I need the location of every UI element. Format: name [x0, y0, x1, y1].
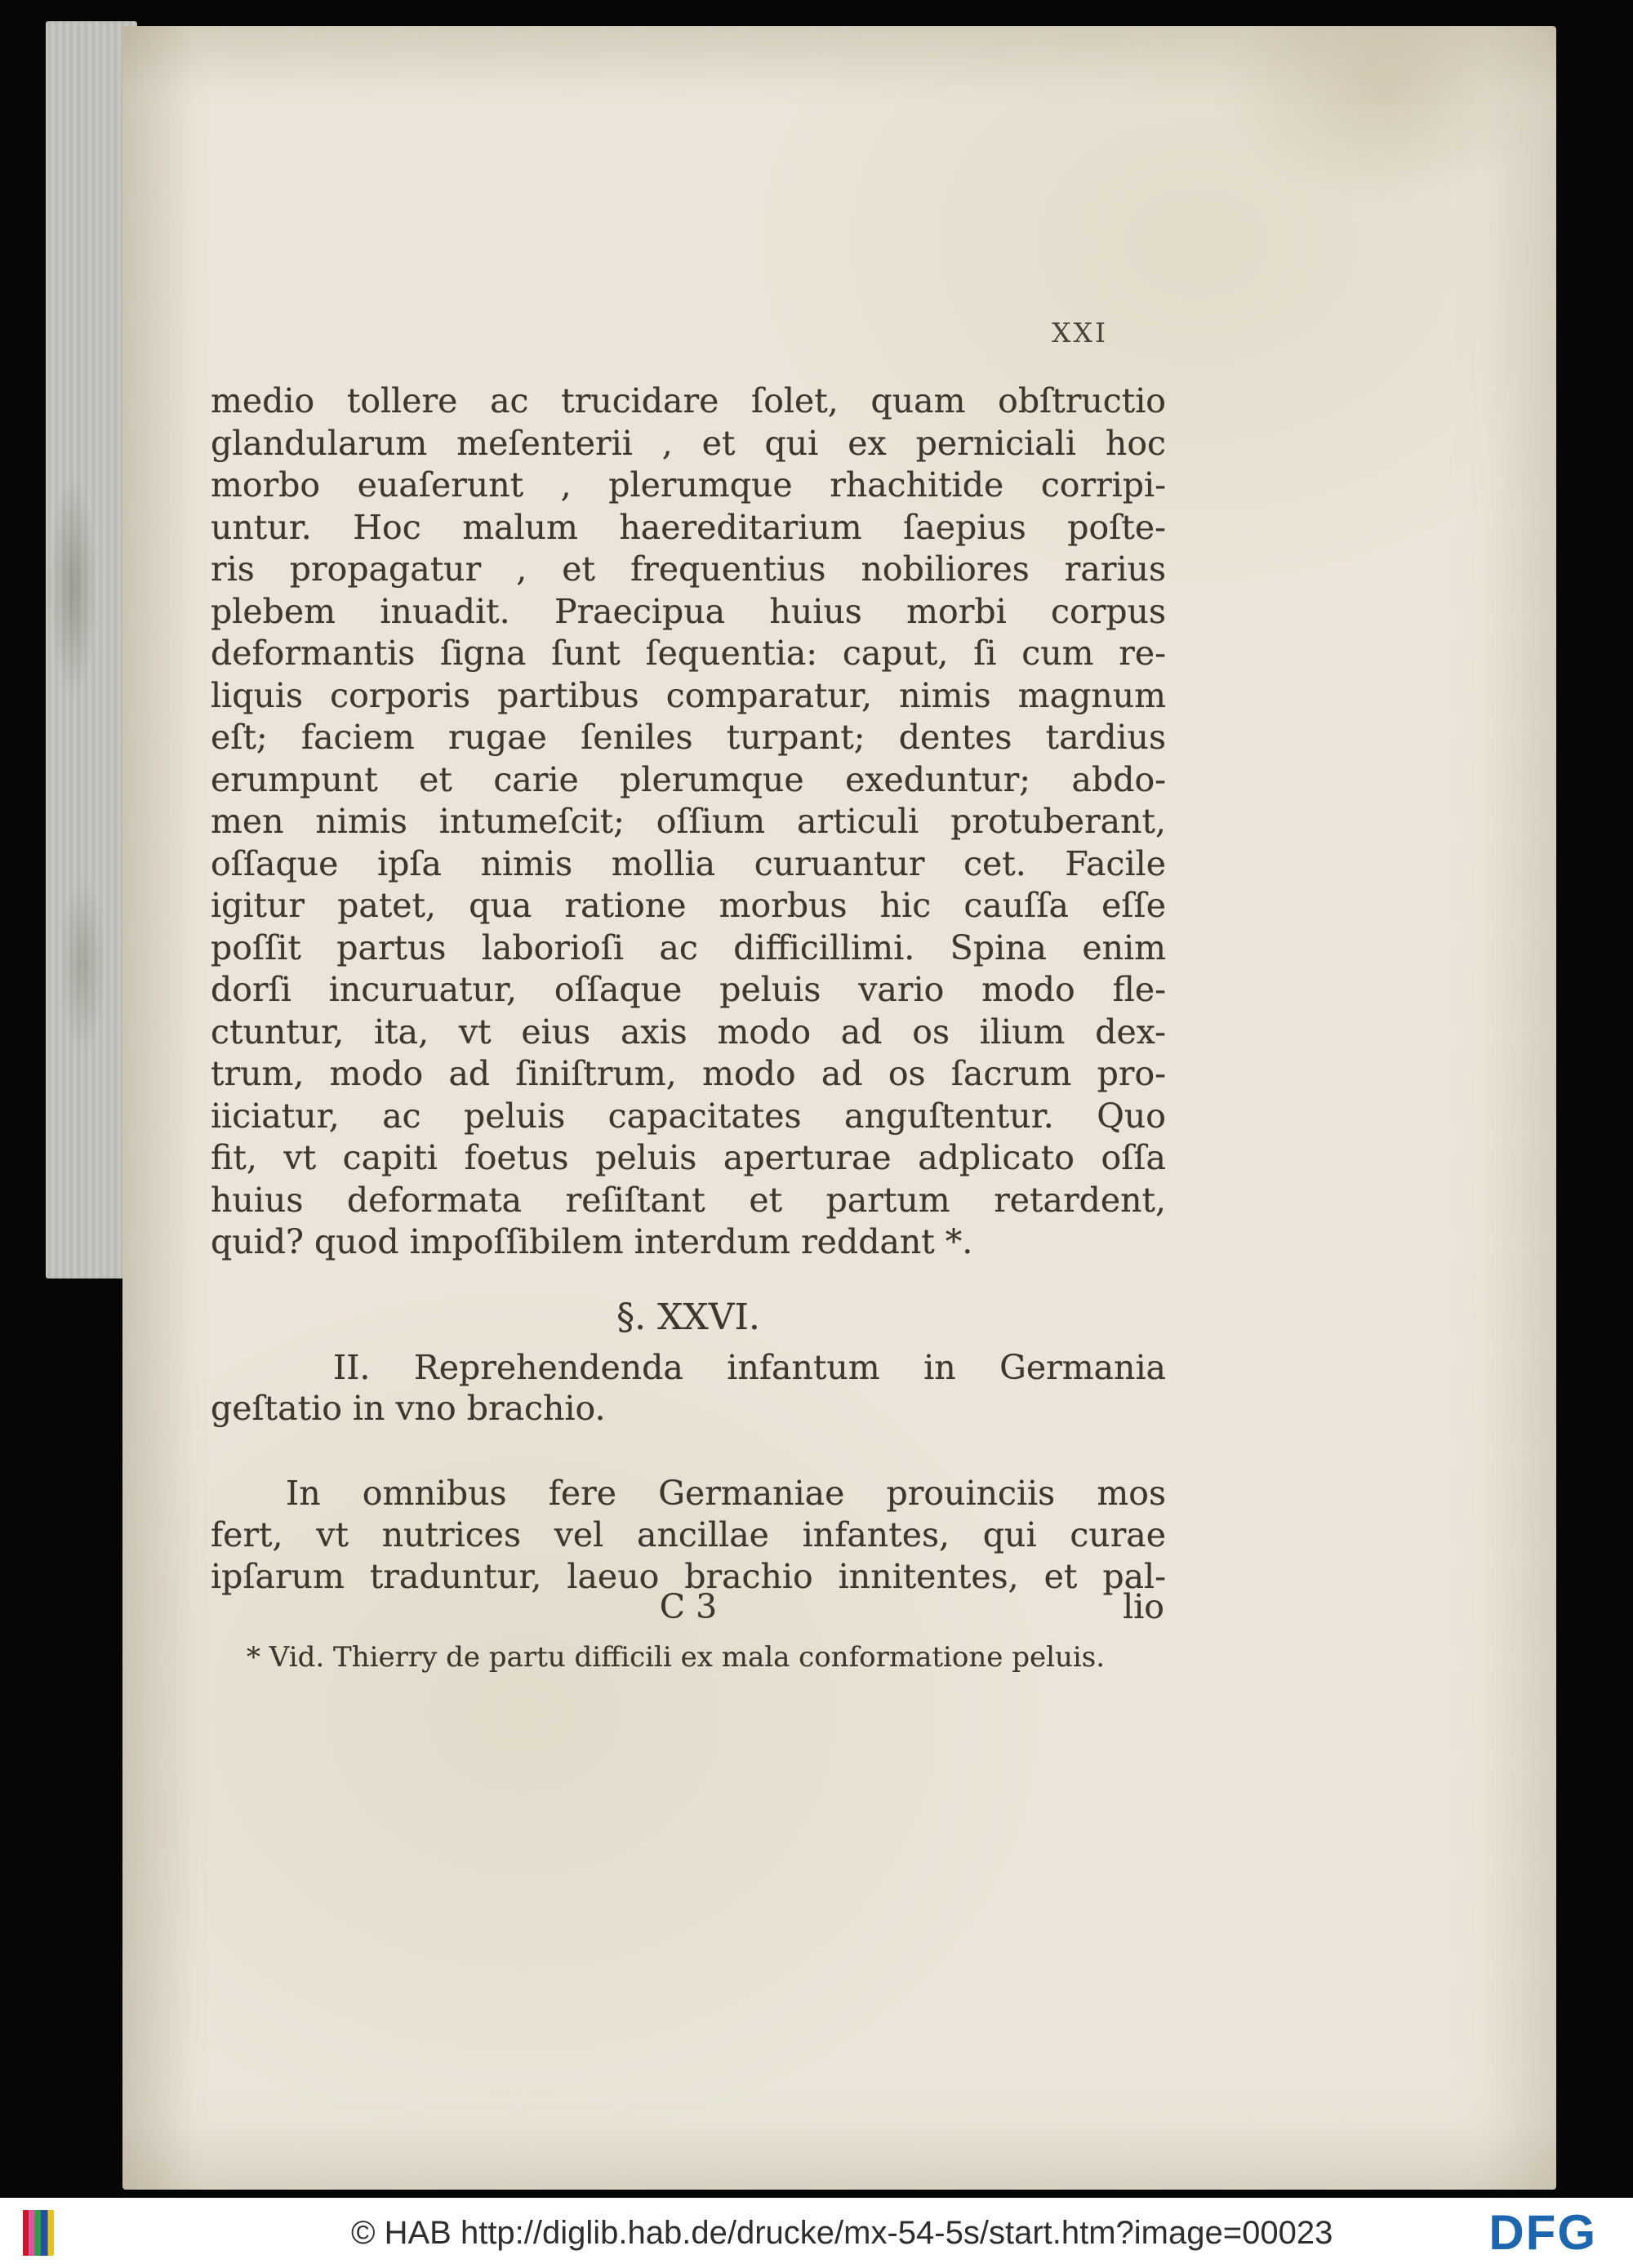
- text-line: oſſaque ipſa nimis mollia curuantur cet. Facile: [211, 843, 1166, 883]
- text-line: quid? quod impoſſibilem interdum reddant *.: [211, 1222, 973, 1261]
- text-line: glandularum meſenterii , et qui ex perniciali hoc: [211, 423, 1166, 463]
- text-line: trum, modo ad ſiniſtrum, modo ad os ſacrum pro-: [211, 1054, 1166, 1093]
- text-line: dorſi incuruatur, oſſaque peluis vario modo fle-: [211, 970, 1166, 1009]
- body-paragraph: [211, 380, 1166, 1264]
- text-line: fert, vt nutrices vel ancillae infantes, qui curae: [211, 1515, 1166, 1554]
- copyright-text: © HAB: [351, 2215, 461, 2251]
- text-line: medio tollere ac trucidare ſolet, quam obſtructio: [211, 381, 1166, 420]
- page-number: XXI: [1052, 317, 1109, 349]
- text-line: untur. Hoc malum haereditarium ſaepius poſte-: [211, 507, 1166, 547]
- text-line: igitur patet, qua ratione morbus hic cauſſa eſſe: [211, 886, 1166, 925]
- catchword: lio: [1123, 1587, 1164, 1626]
- signature-mark: C 3: [659, 1587, 718, 1626]
- source-url: http://diglib.hab.de/drucke/mx-54-5s/start.htm?image=00023: [460, 2215, 1333, 2251]
- text-line: poſſit partus laborioſi ac difficillimi. Spina enim: [211, 927, 1166, 967]
- text-line: fit, vt capiti foetus peluis aperturae adplicato oſſa: [211, 1138, 1166, 1177]
- text-line: huius deformata reſiſtant et partum retardent,: [211, 1180, 1166, 1220]
- body-paragraph: [211, 1473, 1166, 1598]
- subsection-heading: [211, 1347, 1166, 1429]
- text-line: geſtatio in vno brachio.: [211, 1389, 606, 1428]
- text-line: iiciatur, ac peluis capacitates anguſtentur. Quo: [211, 1096, 1166, 1136]
- text-line: plebem inuadit. Praecipua huius morbi corpus: [211, 591, 1166, 631]
- signature-line: [211, 1587, 1166, 1630]
- text-line: ipſarum traduntur, laeuo brachio innitentes, et pal-: [211, 1557, 1166, 1596]
- text-line: eſt; faciem rugae ſeniles turpant; dentes tardius: [211, 718, 1166, 757]
- book-page-scan: [122, 26, 1556, 2190]
- color-calibration-strip-icon: [23, 2210, 54, 2256]
- text-line: deformantis ſigna ſunt ſequentia: caput, ſi cum re-: [211, 634, 1166, 673]
- text-line: In omnibus fere Germaniae prouinciis mos: [286, 1474, 1166, 1513]
- text-line: ctuntur, ita, vt eius axis modo ad os ilium dex-: [211, 1012, 1166, 1052]
- text-line: ris propagatur , et frequentius nobiliores rarius: [211, 549, 1166, 589]
- text-line: II. Reprehendenda infantum in Germania: [333, 1348, 1166, 1387]
- text-line: men nimis intumeſcit; oſſium articuli protuberant,: [211, 802, 1166, 841]
- text-line: liquis corporis partibus comparatur, nimis magnum: [211, 675, 1166, 715]
- footnote: * Vid. Thierry de partu difficili ex mala conformatione peluis.: [247, 1641, 1106, 1674]
- footer-bar: [0, 2198, 1633, 2268]
- section-heading: §. XXVI.: [616, 1296, 760, 1338]
- text-line: morbo euaſerunt , plerumque rhachitide corripi-: [211, 465, 1166, 505]
- attribution: [351, 2215, 1333, 2252]
- dfg-logo: DFG: [1488, 2205, 1597, 2260]
- text-line: erumpunt et carie plerumque exeduntur; abdo-: [211, 759, 1166, 799]
